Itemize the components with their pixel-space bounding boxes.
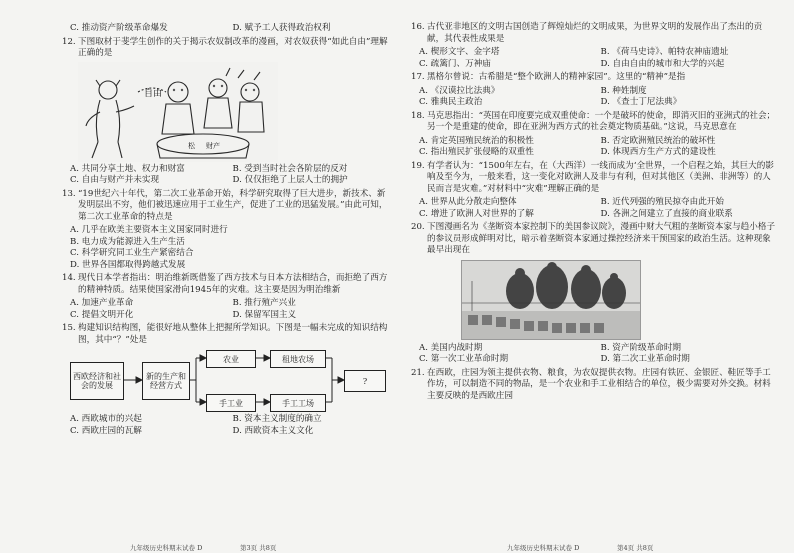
- senate-cartoon-drawing: [462, 261, 640, 339]
- question-14: [62, 273, 389, 296]
- question-number: 19.: [411, 160, 425, 171]
- option-b: B. 《荷马史诗》、帕特农神庙遗址: [600, 47, 729, 58]
- left-page: [0, 0, 397, 550]
- option-b: B. 种姓制度: [600, 85, 647, 96]
- question-number: 21.: [411, 367, 425, 378]
- q14-options: [70, 298, 389, 321]
- option-a: A. 《汉谟拉比法典》: [419, 85, 500, 96]
- option-b: B. 受到当时社会各阶层的反对: [232, 163, 348, 174]
- option-d: D. 保留军国主义: [232, 309, 297, 320]
- option-a: A. 世界从此分散走向整体: [419, 197, 517, 208]
- q12-options: [70, 164, 389, 187]
- option-c: C. 自由与财产并未实现: [70, 175, 160, 186]
- option-b: B. 资产阶级革命时期: [600, 342, 682, 353]
- right-column: [411, 22, 776, 404]
- q18-options: [419, 136, 776, 159]
- option-d: D. 赋予工人获得政治权利: [232, 23, 331, 33]
- question-17: [411, 72, 776, 84]
- q15-options: [70, 414, 389, 437]
- question-stem: 下图漫画名为《垄断资本家控制下的美国参议院》，漫画中财大气粗的垄断资本家与趋小格子的参议员形成鲜明对比，暗示着垄断资本家通过操控经济来干预国家的政治生活。这种现象最早出现在: [427, 222, 776, 256]
- option-a: A. 肯定英国殖民统治的积极性: [419, 135, 534, 146]
- question-16: [411, 22, 776, 45]
- option-a: A. 共同分享土地、权力和财富: [70, 163, 185, 174]
- option-a: A. 加速产业革命: [70, 298, 134, 309]
- option-c: C. 疏篱门、万神庙: [419, 58, 491, 69]
- q16-options: [419, 47, 776, 70]
- option-b: B. 资本主义制度的确立: [232, 414, 322, 425]
- option-a: A. 几乎在欧美主要资本主义国家同时进行: [70, 225, 228, 236]
- option-d: D. 世界各国都取得跨越式发展: [70, 259, 186, 270]
- box-western-europe-development: 西欧经济和社会的发展: [70, 362, 124, 400]
- question-13: [62, 189, 389, 224]
- question-stem: 构建知识结构图，能很好地从整体上把握所学知识。下图是一幅未完成的知识结构图，其中“？”处是: [78, 323, 388, 345]
- option-d: D. 第二次工业革命时期: [600, 354, 690, 365]
- option-b: B. 否定欧洲殖民统治的破坏性: [600, 135, 716, 146]
- option-d: D. 《查士丁尼法典》: [600, 97, 682, 108]
- option-b: B. 推行殖产兴业: [232, 298, 296, 309]
- question-number: 12.: [62, 36, 76, 47]
- box-rented-farm: 租地农场: [270, 350, 326, 368]
- serf-reform-cartoon: [78, 62, 278, 162]
- option-b: B. 近代列强的殖民掠夺由此开始: [600, 197, 724, 208]
- cartoon-label-a: 松: [188, 141, 195, 150]
- option-c: C. 西欧庄园的瓦解: [70, 425, 142, 436]
- question-stem: 马克思指出：“英国在印度要完成双重使命：一个是破坏的使命，即消灭旧的亚洲式的社会；另一个是重建的使命，即在亚洲为西方式的社会奠定物质基础。”这说，马克思意在: [427, 110, 776, 133]
- question-12: [62, 37, 389, 60]
- option-c: C. 指出殖民扩张侵略的双重性: [419, 147, 534, 158]
- box-workshop: 手工工场: [270, 394, 326, 412]
- senate-cartoon-image: [461, 260, 641, 340]
- question-stem: 黑格尔曾说：古希腊是“整个欧洲人的精神家园”。这里的“精神”是指: [427, 72, 686, 83]
- question-number: 13.: [62, 188, 76, 199]
- option-d: D. 自由自由的城市和大学的兴起: [600, 58, 725, 69]
- question-number: 14.: [62, 273, 76, 284]
- option-d: D. 体现西方生产方式的建设性: [600, 147, 716, 158]
- question-number: 18.: [411, 110, 425, 121]
- option-c: C. 雅典民主政治: [419, 97, 483, 108]
- option-c: C. 科学研究同工业生产紧密结合: [70, 248, 194, 259]
- question-stem: 下图取材于斐学生创作的关于揭示农奴制改革的漫画，对农奴获得“如此自由”理解正确的是: [78, 36, 388, 59]
- question-stem: 在西欧，庄园为领主提供衣物、粮食，为农奴提供衣物。庄园有铁匠、金银匠、鞋匠等手工作坊，可以制造不同的物品，是一个农业和手工业相结合的单位，极少需要对外交换。材料主要反映的是西欧庄园: [427, 367, 771, 401]
- footer-page: 第3页 共8页: [240, 544, 277, 552]
- option-c: C. 提倡文明开化: [70, 309, 134, 320]
- footer-page: 第4页 共8页: [617, 544, 654, 552]
- knowledge-structure-diagram: [70, 348, 389, 412]
- question-stem: 现代日本学者指出：明治维新既借鉴了西方技术与日本方法相结合，而拒绝了西方的精神特质。结果使国家滑向1945年的灾难。这主要是因为明治维新: [78, 273, 388, 295]
- option-d: D. 各洲之间建立了直接的商业联系: [600, 208, 733, 219]
- option-d: D. 仅仅拒绝了上层人士的拥护: [232, 175, 348, 186]
- option-c: C. 增进了欧洲人对世界的了解: [419, 208, 534, 219]
- question-19: [411, 161, 776, 196]
- q17-options: [419, 86, 776, 109]
- question-20: [411, 222, 776, 257]
- question-number: 17.: [411, 72, 425, 83]
- question-stem: 古代亚非地区的文明古国创造了辉煌灿烂的文明成果，为世界文明的发展作出了杰出的贡献，其代表性成果是: [427, 22, 763, 44]
- box-agriculture: 农业: [206, 350, 256, 368]
- q19-options: [419, 197, 776, 220]
- question-stem: 有学者认为：“1500年左右，在（大西洋）一线而成为‘全世界，一个启程之始，其巨大的影响及至今为，一般来看，这一变化对欧洲人及非与有利，但对其他区（美洲、非洲等）的人民而言是灾难。”对材料中“灾难”理解正确的是: [427, 160, 774, 194]
- option-c: C. 推动资产阶级革命爆发: [70, 23, 168, 33]
- box-question-mark: ?: [344, 370, 386, 392]
- question-21: [411, 368, 776, 403]
- box-handicraft: 手工业: [206, 394, 256, 412]
- question-number: 20.: [411, 222, 425, 233]
- cartoon-label-freedom: 自由: [144, 88, 163, 99]
- option-a: A. 楔形文字、金字塔: [419, 47, 500, 58]
- option-b: B. 电力成为能源进入生产生活: [70, 236, 185, 247]
- question-number: 16.: [411, 22, 425, 32]
- q13-options: [70, 225, 389, 271]
- cartoon-label-property: 财产: [206, 141, 220, 150]
- question-stem: “19世纪六十年代，第二次工业革命开始，科学研究取得了巨大进步，新技术、新发明层出不穷，他们被迅速应用于工业生产，促进了工业的迅猛发展。”由此可知，第二次工业革命的特点是: [78, 188, 388, 222]
- question-number: 15.: [62, 323, 76, 334]
- option-a: A. 西欧城市的兴起: [70, 414, 142, 425]
- footer-title: 九年级历史科期末试卷 D: [507, 544, 580, 552]
- question-18: [411, 111, 776, 134]
- question-15: [62, 323, 389, 346]
- option-a: A. 美国内战时期: [419, 342, 483, 353]
- q20-options: [419, 343, 776, 366]
- option-c: C. 第一次工业革命时期: [419, 354, 509, 365]
- left-column: [62, 22, 389, 439]
- right-page: [397, 0, 794, 550]
- option-d: D. 西欧资本主义文化: [232, 425, 314, 436]
- box-new-production-mode: 新的生产和经营方式: [142, 362, 190, 400]
- footer-title: 九年级历史科期末试卷 D: [130, 544, 203, 552]
- q11-options-tail: [70, 23, 389, 35]
